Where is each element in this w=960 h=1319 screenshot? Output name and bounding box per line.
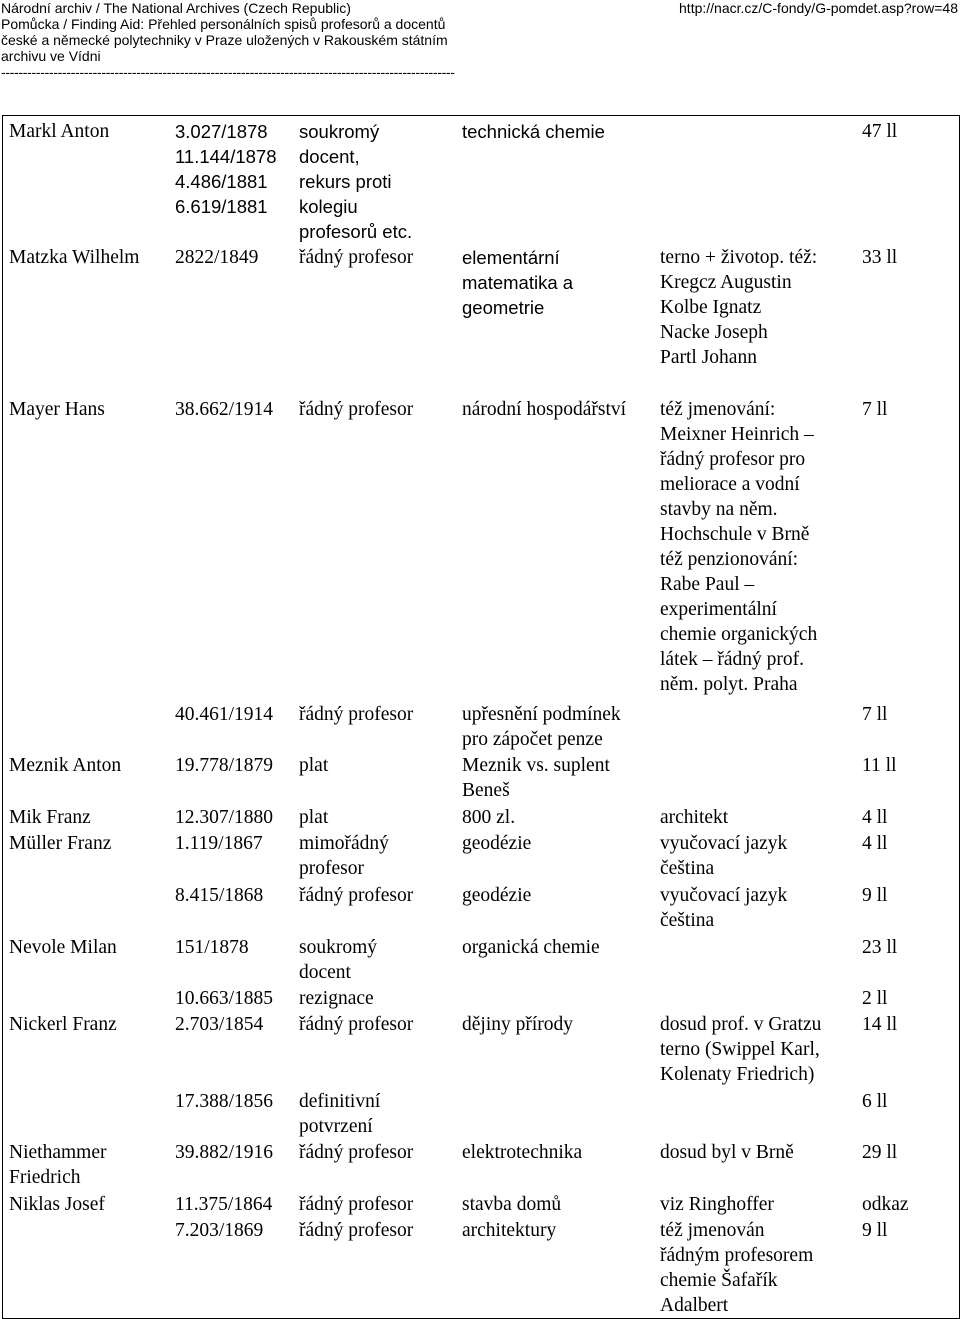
header-line-3: české a německé polytechniky v Praze uložených v Rakouském státním xyxy=(1,32,448,48)
status-cell: soukromý docent xyxy=(299,937,377,983)
subject-cell: technická chemie xyxy=(462,121,605,142)
table-row xyxy=(3,750,959,802)
name-cell: Matzka Wilhelm xyxy=(9,247,140,268)
status-cell: plat xyxy=(299,807,329,828)
status-cell: řádný profesor xyxy=(299,704,414,725)
subject-cell: dějiny přírody xyxy=(462,1014,574,1035)
subject-cell: Meznik vs. suplent Beneš xyxy=(462,755,610,801)
status-cell: řádný profesor xyxy=(299,399,414,420)
pages-cell: 11 ll xyxy=(862,755,897,776)
header-line-4: archivu ve Vídni xyxy=(1,48,101,64)
status-cell: soukromý docent, rekurs proti kolegiu profesorů etc. xyxy=(299,121,413,242)
status-cell: mimořádný profesor xyxy=(299,833,389,879)
table-row xyxy=(3,1009,959,1086)
subject-cell: 800 zl. xyxy=(462,807,516,828)
table-row xyxy=(3,880,959,932)
pages-cell: 7 ll xyxy=(862,399,888,420)
header-line-2: Pomůcka / Finding Aid: Přehled personálních spisů profesorů a docentů xyxy=(1,16,446,32)
table-row xyxy=(3,242,959,394)
reference-cell: 3.027/1878 11.144/1878 4.486/1881 6.619/1881 xyxy=(175,121,277,217)
table-row xyxy=(3,116,959,242)
table-row xyxy=(3,802,959,828)
reference-cell: 11.375/1864 xyxy=(175,1194,273,1215)
name-cell: Nevole Milan xyxy=(9,937,117,958)
subject-cell: upřesnění podmínek pro zápočet penze xyxy=(462,704,621,750)
pages-cell: 29 ll xyxy=(862,1142,898,1163)
table-row xyxy=(3,983,959,1009)
reference-cell: 10.663/1885 xyxy=(175,988,274,1009)
name-cell: Müller Franz xyxy=(9,833,112,854)
records-table xyxy=(2,115,960,1319)
reference-cell: 17.388/1856 xyxy=(175,1091,274,1112)
header-separator: -------------------------------------------------------------------------------------------------------- xyxy=(1,64,455,80)
note-cell: dosud prof. v Gratzu terno (Swippel Karl, Kolenaty Friedrich) xyxy=(660,1014,822,1085)
note-cell: terno + životop. též: Kregcz Augustin Kolbe Ignatz Nacke Joseph Partl Johann xyxy=(660,247,818,368)
status-cell: řádný profesor xyxy=(299,1142,414,1163)
note-cell: též jmenován řádným profesorem chemie Šafařík Adalbert xyxy=(660,1220,814,1316)
subject-cell: elektrotechnika xyxy=(462,1142,583,1163)
name-cell: Mayer Hans xyxy=(9,399,105,420)
table-row xyxy=(3,394,959,699)
pages-cell: 14 ll xyxy=(862,1014,898,1035)
header-line-1: Národní archiv / The National Archives (Czech Republic) xyxy=(1,0,351,16)
pages-cell: 47 ll xyxy=(862,121,898,142)
note-cell: též jmenování: Meixner Heinrich – řádný profesor pro meliorace a vodní stavby na něm. Hochschule v Brně též penzionování: Rabe Paul – experimentální chemie organických látek – řádný prof. něm. polyt. Praha xyxy=(660,399,818,695)
reference-cell: 2822/1849 xyxy=(175,247,259,268)
name-cell: Markl Anton xyxy=(9,121,110,142)
pages-cell: 7 ll xyxy=(862,704,888,725)
pages-cell: 4 ll xyxy=(862,833,888,854)
reference-cell: 12.307/1880 xyxy=(175,807,274,828)
pages-cell: odkaz xyxy=(862,1194,909,1215)
name-cell: Niethammer Friedrich xyxy=(9,1142,107,1188)
note-cell: architekt xyxy=(660,807,729,828)
pages-cell: 4 ll xyxy=(862,807,888,828)
status-cell: rezignace xyxy=(299,988,374,1009)
table-row xyxy=(3,1137,959,1189)
reference-cell: 39.882/1916 xyxy=(175,1142,274,1163)
note-cell: viz Ringhoffer xyxy=(660,1194,774,1215)
reference-cell: 19.778/1879 xyxy=(175,755,274,776)
subject-cell: architektury xyxy=(462,1220,557,1241)
pages-cell: 2 ll xyxy=(862,988,888,1009)
status-cell: řádný profesor xyxy=(299,1220,414,1241)
subject-cell: elementární matematika a geometrie xyxy=(462,247,574,318)
pages-cell: 33 ll xyxy=(862,247,898,268)
reference-cell: 1.119/1867 xyxy=(175,833,263,854)
pages-cell: 9 ll xyxy=(862,885,888,906)
status-cell: definitivní potvrzení xyxy=(299,1091,381,1137)
note-cell: vyučovací jazyk čeština xyxy=(660,833,788,879)
status-cell: plat xyxy=(299,755,329,776)
reference-cell: 151/1878 xyxy=(175,937,249,958)
name-cell: Meznik Anton xyxy=(9,755,122,776)
table-row xyxy=(3,1215,959,1318)
subject-cell: stavba domů xyxy=(462,1194,562,1215)
table-row xyxy=(3,932,959,983)
header-url: http://nacr.cz/C-fondy/G-pomdet.asp?row=48 xyxy=(679,0,958,16)
table-row xyxy=(3,699,959,750)
note-cell: dosud byl v Brně xyxy=(660,1142,794,1163)
pages-cell: 23 ll xyxy=(862,937,898,958)
name-cell: Mik Franz xyxy=(9,807,91,828)
pages-cell: 6 ll xyxy=(862,1091,888,1112)
table-row xyxy=(3,1189,959,1215)
pages-cell: 9 ll xyxy=(862,1220,888,1241)
reference-cell: 2.703/1854 xyxy=(175,1014,264,1035)
reference-cell: 38.662/1914 xyxy=(175,399,274,420)
table-row xyxy=(3,1086,959,1137)
note-cell: vyučovací jazyk čeština xyxy=(660,885,788,931)
subject-cell: národní hospodářství xyxy=(462,399,627,420)
name-cell: Niklas Josef xyxy=(9,1194,105,1215)
subject-cell: organická chemie xyxy=(462,937,600,958)
reference-cell: 8.415/1868 xyxy=(175,885,264,906)
reference-cell: 40.461/1914 xyxy=(175,704,274,725)
subject-cell: geodézie xyxy=(462,885,532,906)
reference-cell: 7.203/1869 xyxy=(175,1220,264,1241)
status-cell: řádný profesor xyxy=(299,1194,414,1215)
status-cell: řádný profesor xyxy=(299,247,414,268)
status-cell: řádný profesor xyxy=(299,1014,414,1035)
table-row xyxy=(3,828,959,880)
status-cell: řádný profesor xyxy=(299,885,414,906)
name-cell: Nickerl Franz xyxy=(9,1014,117,1035)
subject-cell: geodézie xyxy=(462,833,532,854)
